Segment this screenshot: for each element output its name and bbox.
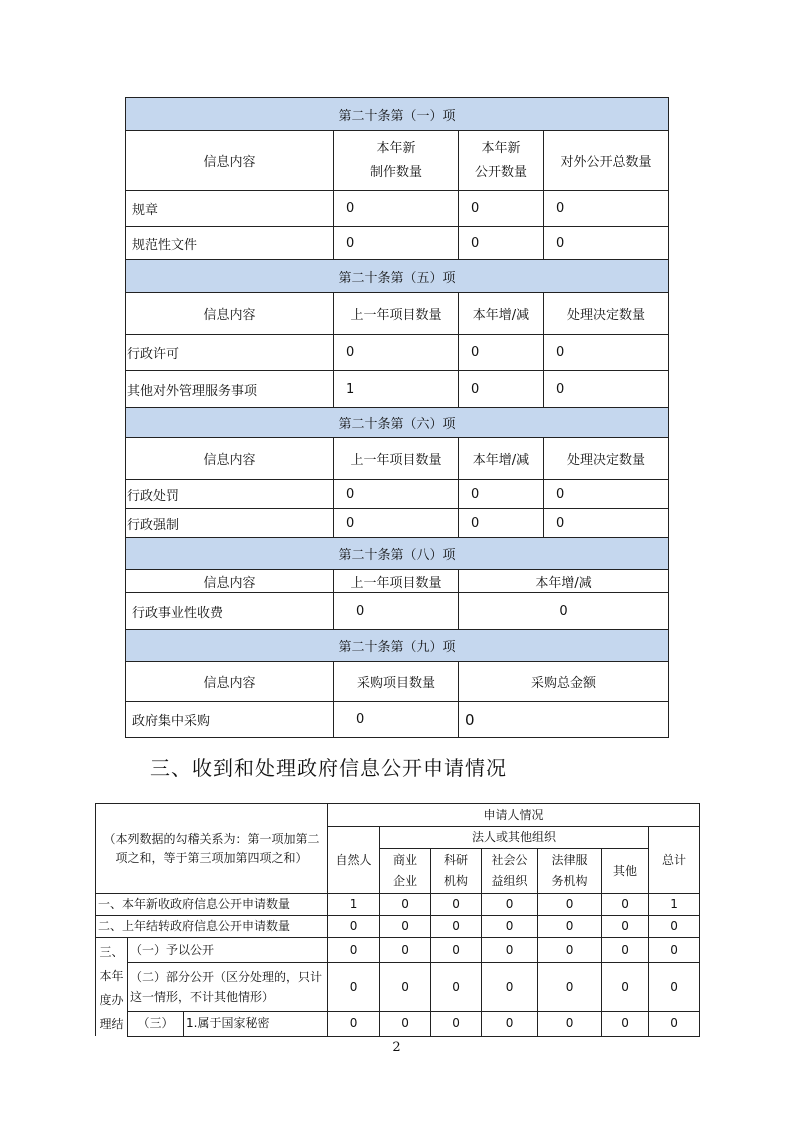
cell: 0	[538, 938, 602, 963]
table-row	[126, 509, 669, 538]
cell: 0	[482, 894, 538, 916]
section-header: 第二十条第（一）项	[126, 98, 669, 131]
row-sublabel: 1.属于国家秘密	[184, 1012, 328, 1036]
cell: 0	[602, 1012, 649, 1036]
cell: 0	[431, 916, 482, 938]
column-header: 自然人	[328, 827, 380, 894]
column-header: 信息内容	[126, 131, 334, 191]
cell: 0	[482, 963, 538, 1012]
section-title: 三、收到和处理政府信息公开申请情况	[150, 756, 507, 780]
cell: 0	[544, 371, 669, 408]
cell: 0	[538, 963, 602, 1012]
cell: 0	[328, 963, 380, 1012]
cell: 0	[334, 335, 459, 371]
column-header: 上一年项目数量	[334, 438, 459, 480]
section-header: 第二十条第（八）项	[126, 538, 669, 570]
cell: 0	[538, 916, 602, 938]
column-header: 社会公 益组织	[482, 849, 538, 894]
row-label: 行政强制	[126, 509, 334, 538]
cell: 0	[380, 938, 431, 963]
cell: 0	[482, 1012, 538, 1036]
column-header: 对外公开总数量	[544, 131, 669, 191]
cell: 0	[544, 191, 669, 227]
row-label: 规章	[126, 191, 334, 227]
table-row	[126, 371, 669, 408]
cell: 0	[538, 894, 602, 916]
column-header: 信息内容	[126, 570, 334, 593]
cell: 0	[459, 702, 669, 738]
table-row	[126, 191, 669, 227]
cell: 0	[544, 227, 669, 260]
table-row	[96, 1012, 700, 1036]
cell: 1	[649, 894, 700, 916]
section-header: 第二十条第（五）项	[126, 260, 669, 293]
cell: 0	[431, 1012, 482, 1036]
cell: 0	[380, 963, 431, 1012]
cell: 0	[602, 963, 649, 1012]
cell: 0	[649, 938, 700, 963]
cell: 0	[431, 894, 482, 916]
table-row	[96, 938, 700, 963]
column-header: 法律服 务机构	[538, 849, 602, 894]
row-label: （三）	[128, 1012, 184, 1036]
table-row	[96, 963, 700, 1012]
column-header: 其他	[602, 849, 649, 894]
column-header: 本年新 公开数量	[459, 131, 544, 191]
cell: 0	[334, 702, 459, 738]
cell: 0	[538, 1012, 602, 1036]
cell: 0	[328, 938, 380, 963]
cell: 0	[602, 938, 649, 963]
row-label: （一）予以公开	[128, 938, 328, 963]
row-label: 行政事业性收费	[126, 593, 334, 630]
column-header: 采购项目数量	[334, 662, 459, 702]
cell: 0	[482, 938, 538, 963]
row-label: 行政处罚	[126, 480, 334, 509]
column-header: 上一年项目数量	[334, 570, 459, 593]
column-header: 本年增/减	[459, 293, 544, 335]
row-group-label: 三、 本年 度办 理结	[96, 938, 128, 1037]
cell: 0	[459, 227, 544, 260]
row-label: 其他对外管理服务事项	[126, 371, 334, 408]
table-row	[126, 702, 669, 738]
cell: 0	[380, 894, 431, 916]
column-header: 处理决定数量	[544, 438, 669, 480]
table-row	[126, 480, 669, 509]
column-header: 本年增/减	[459, 570, 669, 593]
table-row	[96, 894, 700, 916]
column-header: 法人或其他组织	[380, 827, 649, 849]
page-number: 2	[392, 1040, 401, 1055]
column-header: 科研 机构	[431, 849, 482, 894]
column-header: 上一年项目数量	[334, 293, 459, 335]
cell: 1	[334, 371, 459, 408]
cell: 0	[649, 916, 700, 938]
row-label: 政府集中采购	[126, 702, 334, 738]
cell: 0	[380, 1012, 431, 1036]
cell: 0	[459, 480, 544, 509]
cell: 0	[328, 916, 380, 938]
cell: 0	[602, 916, 649, 938]
column-header: 本年增/减	[459, 438, 544, 480]
table-row	[126, 227, 669, 260]
cell: 0	[459, 371, 544, 408]
cell: 0	[544, 509, 669, 538]
cell: 0	[649, 1012, 700, 1036]
row-label: 规范性文件	[126, 227, 334, 260]
column-header: 处理决定数量	[544, 293, 669, 335]
cell: 0	[459, 335, 544, 371]
cell: 0	[544, 335, 669, 371]
cell: 0	[459, 191, 544, 227]
cell: 0	[431, 963, 482, 1012]
cell: 0	[334, 227, 459, 260]
section-header: 第二十条第（九）项	[126, 630, 669, 662]
cell: 0	[602, 894, 649, 916]
column-header: 信息内容	[126, 293, 334, 335]
cell: 0	[334, 593, 459, 630]
cell: 0	[334, 509, 459, 538]
cell: 0	[459, 509, 544, 538]
column-header: 信息内容	[126, 438, 334, 480]
cell: 0	[544, 480, 669, 509]
table-row	[96, 916, 700, 938]
cell: 0	[334, 480, 459, 509]
column-header: 采购总金额	[459, 662, 669, 702]
cell: 0	[482, 916, 538, 938]
column-header: 总计	[649, 827, 700, 894]
cell: 0	[459, 593, 669, 630]
table-row	[126, 335, 669, 371]
cell: 0	[328, 1012, 380, 1036]
row-label: 一、本年新收政府信息公开申请数量	[96, 894, 328, 916]
cell: 0	[649, 963, 700, 1012]
row-label: （二）部分公开（区分处理的，只计这一情形，不计其他情形）	[128, 963, 328, 1012]
column-header: 本年新 制作数量	[334, 131, 459, 191]
disclosure-table	[125, 97, 669, 738]
table-row	[126, 593, 669, 630]
cell: 0	[334, 191, 459, 227]
application-table	[95, 803, 700, 1037]
cell: 0	[380, 916, 431, 938]
section-header: 第二十条第（六）项	[126, 408, 669, 438]
row-label: 二、上年结转政府信息公开申请数量	[96, 916, 328, 938]
column-header: 商业 企业	[380, 849, 431, 894]
cell: 0	[431, 938, 482, 963]
column-header: 申请人情况	[328, 804, 700, 827]
note-cell: （本列数据的勾稽关系为：第一项加第二项之和，等于第三项加第四项之和）	[96, 804, 328, 894]
cell: 1	[328, 894, 380, 916]
row-label: 行政许可	[126, 335, 334, 371]
column-header: 信息内容	[126, 662, 334, 702]
